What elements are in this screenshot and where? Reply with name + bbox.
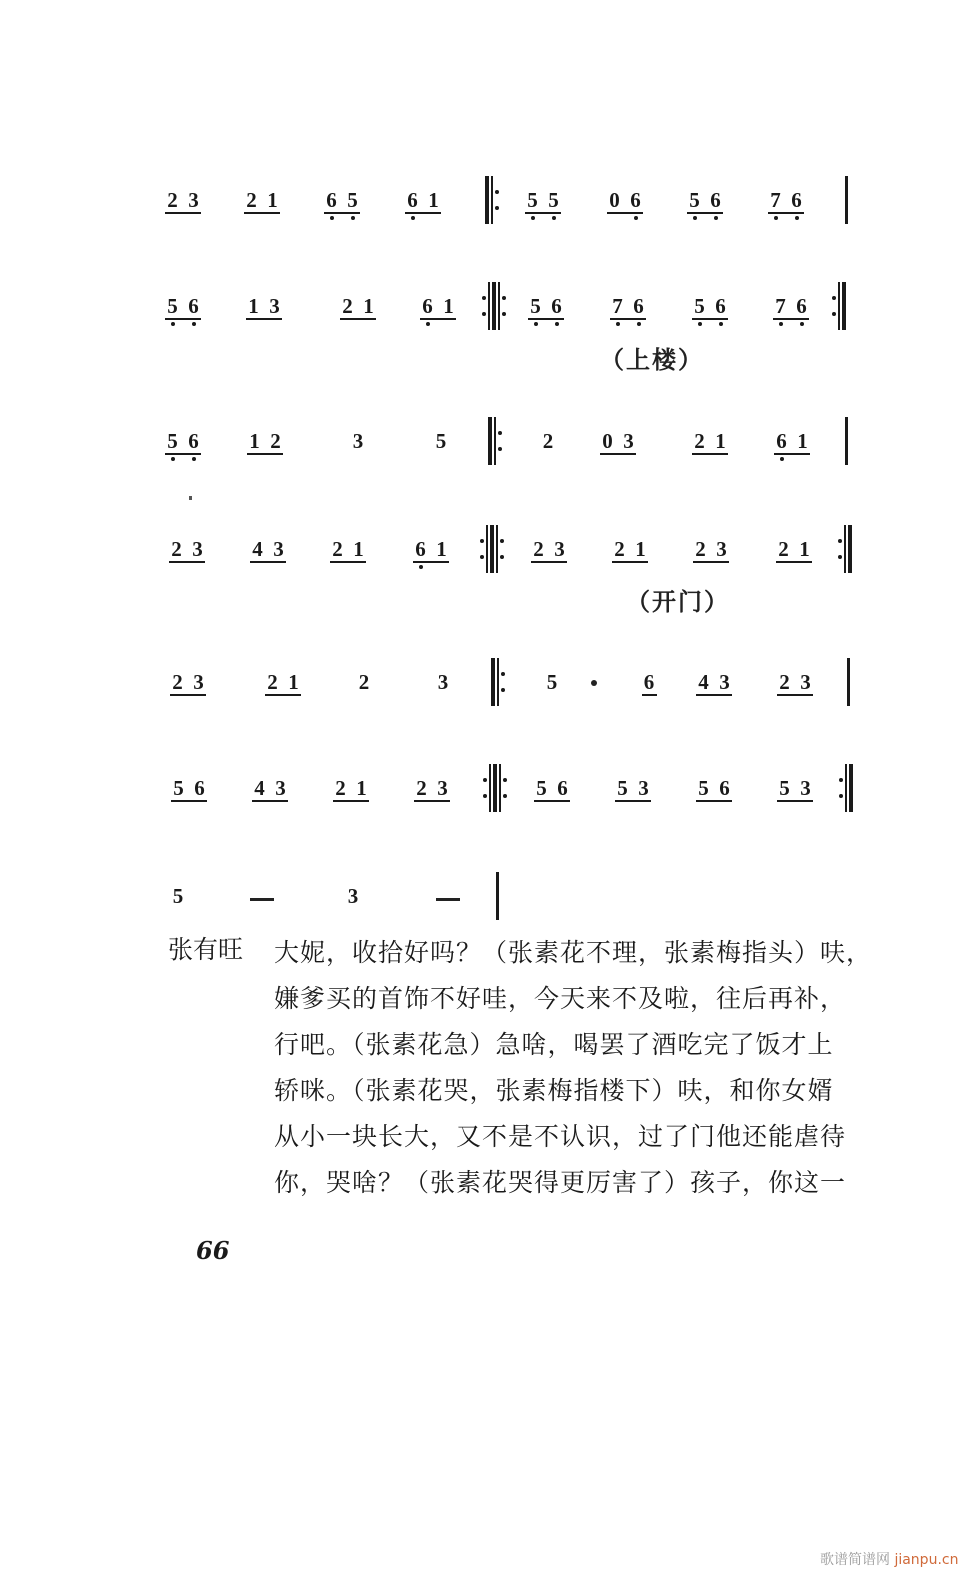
note-digit: 2 xyxy=(335,776,346,800)
note-digit: 1 xyxy=(353,537,364,561)
note-digit: 5 xyxy=(689,188,700,212)
note-digit: 3 xyxy=(193,670,204,694)
note-group xyxy=(541,413,556,473)
score-row xyxy=(0,868,974,928)
score-row xyxy=(0,760,974,820)
note-digit: 6 xyxy=(407,188,418,212)
note-digit: 6 xyxy=(710,188,721,212)
octave-dot xyxy=(800,696,811,704)
note-digit: 4 xyxy=(254,776,265,800)
octave-dot xyxy=(633,320,644,328)
note-group xyxy=(692,413,728,473)
note-digit: 6 xyxy=(188,429,199,453)
note-digit: 3 xyxy=(800,776,811,800)
octave-dot xyxy=(252,563,263,571)
note-digit: 2 xyxy=(778,537,789,561)
note-digit: 5 xyxy=(617,776,628,800)
barline-single xyxy=(845,176,848,224)
octave-dot xyxy=(246,214,257,222)
octave-dot xyxy=(635,563,646,571)
note-digit: 3 xyxy=(192,537,203,561)
note-group xyxy=(642,654,657,714)
note-group xyxy=(693,521,729,581)
note-group xyxy=(252,760,288,820)
octave-dot xyxy=(428,214,439,222)
octave-dot xyxy=(415,563,426,571)
dialogue-line: 大妮，收拾好吗？（张素花不理，张素梅指头）呋， xyxy=(274,938,873,967)
note-digit: 4 xyxy=(252,537,263,561)
note-digit: 5 xyxy=(698,776,709,800)
octave-dot xyxy=(695,563,706,571)
note-group xyxy=(776,521,812,581)
note-group xyxy=(244,172,280,232)
note-digit: 4 xyxy=(698,670,709,694)
octave-dot xyxy=(719,802,730,810)
octave-dot xyxy=(443,320,454,328)
note-digit: 7 xyxy=(612,294,623,318)
note-digit: 3 xyxy=(275,776,286,800)
octave-dot xyxy=(797,455,808,463)
octave-dot xyxy=(363,320,374,328)
octave-dot xyxy=(407,214,418,222)
note-digit: 1 xyxy=(436,537,447,561)
note-group xyxy=(247,413,283,473)
score-row xyxy=(0,413,974,473)
note-digit: 5 xyxy=(347,188,358,212)
octave-dot xyxy=(623,455,634,463)
note-digit: 3 xyxy=(638,776,649,800)
note-digit: 2 xyxy=(246,188,257,212)
note-group xyxy=(545,654,560,714)
watermark-site: jianpu.cn xyxy=(894,1552,959,1568)
note-group xyxy=(420,278,456,338)
note-digit: 6 xyxy=(643,670,655,694)
octave-dot xyxy=(799,563,810,571)
note-group xyxy=(773,278,809,338)
note-digit: 2 xyxy=(416,776,427,800)
note-group xyxy=(777,760,813,820)
octave-dot xyxy=(270,455,281,463)
dialogue-line: 你，哭啥？（张素花哭得更厉害了）孩子，你这一 xyxy=(274,1168,847,1197)
octave-dot xyxy=(614,563,625,571)
note-group xyxy=(525,172,561,232)
note-digit: 2 xyxy=(342,294,353,318)
note-digit: 2 xyxy=(332,537,343,561)
octave-dot xyxy=(173,908,184,916)
note-digit: 3 xyxy=(716,537,727,561)
note-digit: 5 xyxy=(530,294,541,318)
note-group xyxy=(170,654,206,714)
note-digit: 2 xyxy=(267,670,278,694)
dialogue-line: 嫌爹买的首饰不好哇，今天来不及啦，往后再补， xyxy=(274,984,847,1013)
barline-repeat-start xyxy=(488,417,502,465)
octave-dot xyxy=(249,455,260,463)
note-digit: 1 xyxy=(267,188,278,212)
note-digit: 3 xyxy=(623,429,634,453)
octave-dot xyxy=(770,214,781,222)
octave-dot xyxy=(273,563,284,571)
note-digit: 5 xyxy=(173,776,184,800)
octave-dot xyxy=(775,320,786,328)
octave-dot xyxy=(530,320,541,328)
note-group xyxy=(246,278,282,338)
octave-dot xyxy=(602,455,613,463)
octave-dot xyxy=(796,320,807,328)
note-group xyxy=(534,760,570,820)
octave-dot xyxy=(416,802,427,810)
octave-dot xyxy=(267,696,278,704)
octave-dot xyxy=(192,563,203,571)
note-digit: 2 xyxy=(167,188,178,212)
note-group xyxy=(171,760,207,820)
octave-dot xyxy=(171,563,182,571)
octave-dot xyxy=(689,214,700,222)
note-digit: 5 xyxy=(167,294,178,318)
octave-dot xyxy=(644,696,655,704)
note-group xyxy=(169,521,205,581)
dialogue-line: 轿咪。（张素花哭，张素梅指楼下）呋，和你女婿 xyxy=(274,1076,834,1105)
octave-dot xyxy=(557,802,568,810)
barline-repeat-both xyxy=(488,282,502,330)
barline-repeat-end xyxy=(832,282,846,330)
note-digit: 3 xyxy=(273,537,284,561)
note-digit: 2 xyxy=(542,429,554,453)
speaker-name: 张有旺 xyxy=(168,935,244,964)
octave-dot xyxy=(527,214,538,222)
note-group xyxy=(414,760,450,820)
octave-dot xyxy=(698,696,709,704)
octave-dot xyxy=(422,320,433,328)
note-group xyxy=(607,172,643,232)
note-group xyxy=(591,654,597,714)
octave-dot xyxy=(710,214,721,222)
note-group xyxy=(687,172,723,232)
dialogue-line: 从小一块长大，又不是不认识，过了门他还能虐待 xyxy=(274,1122,847,1151)
note-digit: 3 xyxy=(269,294,280,318)
note-digit: 1 xyxy=(443,294,454,318)
octave-dot xyxy=(638,802,649,810)
note-digit: 5 xyxy=(548,188,559,212)
octave-dot xyxy=(269,320,280,328)
octave-dot xyxy=(715,455,726,463)
note-digit: 1 xyxy=(635,537,646,561)
octave-dot xyxy=(436,453,447,461)
note-digit: 5 xyxy=(536,776,547,800)
note-digit: 3 xyxy=(437,776,448,800)
extension-dash xyxy=(250,898,274,901)
octave-dot xyxy=(436,563,447,571)
note-digit: 6 xyxy=(551,294,562,318)
note-group xyxy=(436,868,460,928)
octave-dot xyxy=(335,802,346,810)
score-row xyxy=(0,172,974,232)
octave-dot xyxy=(194,802,205,810)
octave-dot xyxy=(342,320,353,328)
dialogue-line: 行吧。（张素花急）急啥，喝罢了酒吃完了饭才上 xyxy=(274,1030,834,1059)
note-digit: 2 xyxy=(358,670,370,694)
note-digit: 1 xyxy=(797,429,808,453)
octave-dot xyxy=(554,563,565,571)
barline-single xyxy=(845,417,848,465)
note-group xyxy=(250,521,286,581)
note-group xyxy=(531,521,567,581)
octave-dot xyxy=(348,908,359,916)
octave-dot xyxy=(617,802,628,810)
note-group xyxy=(612,521,648,581)
octave-dot xyxy=(193,696,204,704)
note-digit: 6 xyxy=(715,294,726,318)
note-digit: 6 xyxy=(633,294,644,318)
note-digit: 0 xyxy=(602,429,613,453)
note-group xyxy=(600,413,636,473)
octave-dot xyxy=(188,455,199,463)
note-group xyxy=(615,760,651,820)
octave-dot xyxy=(694,455,705,463)
note-digit: 6 xyxy=(188,294,199,318)
octave-dot xyxy=(438,694,449,702)
note-group xyxy=(165,278,201,338)
augmentation-dot xyxy=(591,680,597,686)
note-group xyxy=(413,521,449,581)
note-digit: 3 xyxy=(347,884,359,908)
note-digit: 6 xyxy=(415,537,426,561)
note-digit: 5 xyxy=(435,429,447,453)
note-digit: 3 xyxy=(352,429,364,453)
watermark-cn: 歌谱简谱网 xyxy=(820,1552,890,1568)
score-row xyxy=(0,654,974,714)
octave-dot xyxy=(543,453,554,461)
note-digit: 3 xyxy=(554,537,565,561)
note-digit: 2 xyxy=(614,537,625,561)
octave-dot xyxy=(715,320,726,328)
octave-dot xyxy=(778,563,789,571)
note-digit: 6 xyxy=(719,776,730,800)
note-group xyxy=(340,278,376,338)
note-group xyxy=(434,413,449,473)
barline-repeat-start xyxy=(491,658,505,706)
octave-dot xyxy=(332,563,343,571)
note-digit: 6 xyxy=(422,294,433,318)
note-group xyxy=(250,868,274,928)
stage-direction: （上楼） xyxy=(600,346,704,374)
note-digit: 7 xyxy=(770,188,781,212)
octave-dot xyxy=(267,214,278,222)
note-digit: 6 xyxy=(776,429,787,453)
octave-dot xyxy=(167,455,178,463)
note-digit: 6 xyxy=(630,188,641,212)
note-digit: 2 xyxy=(779,670,790,694)
score-row xyxy=(0,521,974,581)
octave-dot xyxy=(776,455,787,463)
note-digit: 5 xyxy=(172,884,184,908)
note-digit: 1 xyxy=(288,670,299,694)
octave-dot xyxy=(800,802,811,810)
octave-dot xyxy=(288,696,299,704)
note-digit: 1 xyxy=(799,537,810,561)
note-digit: 6 xyxy=(326,188,337,212)
octave-dot xyxy=(248,320,259,328)
octave-dot xyxy=(188,214,199,222)
note-digit: 2 xyxy=(694,429,705,453)
note-digit: 1 xyxy=(356,776,367,800)
barline-repeat-end xyxy=(838,525,852,573)
note-group xyxy=(165,172,201,232)
note-group xyxy=(610,278,646,338)
octave-dot xyxy=(779,696,790,704)
note-group xyxy=(330,521,366,581)
octave-dot xyxy=(188,320,199,328)
octave-dot xyxy=(536,802,547,810)
note-group xyxy=(768,172,804,232)
note-group xyxy=(351,413,366,473)
barline-repeat-both xyxy=(489,764,503,812)
barline-single xyxy=(496,872,499,920)
octave-dot xyxy=(173,802,184,810)
note-digit: 5 xyxy=(694,294,705,318)
note-digit: 1 xyxy=(428,188,439,212)
octave-dot xyxy=(533,563,544,571)
octave-dot xyxy=(353,453,364,461)
note-group xyxy=(265,654,301,714)
octave-dot xyxy=(167,320,178,328)
octave-dot xyxy=(167,214,178,222)
note-digit: 6 xyxy=(194,776,205,800)
octave-dot xyxy=(719,696,730,704)
octave-dot xyxy=(779,802,790,810)
octave-dot xyxy=(172,696,183,704)
note-digit: 1 xyxy=(248,294,259,318)
octave-dot xyxy=(547,694,558,702)
octave-dot xyxy=(716,563,727,571)
note-group xyxy=(171,868,186,928)
note-digit: 3 xyxy=(188,188,199,212)
note-digit: 2 xyxy=(172,670,183,694)
note-group xyxy=(333,760,369,820)
scan-speck xyxy=(189,496,192,500)
octave-dot xyxy=(609,214,620,222)
note-digit: 5 xyxy=(546,670,558,694)
note-group xyxy=(774,413,810,473)
note-group xyxy=(696,654,732,714)
octave-dot xyxy=(548,214,559,222)
score-row xyxy=(0,278,974,338)
note-digit: 5 xyxy=(527,188,538,212)
note-digit: 1 xyxy=(363,294,374,318)
note-digit: 3 xyxy=(437,670,449,694)
barline-repeat-start xyxy=(485,176,499,224)
note-group xyxy=(777,654,813,714)
note-digit: 3 xyxy=(800,670,811,694)
octave-dot xyxy=(275,802,286,810)
note-digit: 7 xyxy=(775,294,786,318)
note-digit: 6 xyxy=(791,188,802,212)
note-digit: 5 xyxy=(779,776,790,800)
note-group xyxy=(405,172,441,232)
octave-dot xyxy=(694,320,705,328)
octave-dot xyxy=(612,320,623,328)
stage-direction: （开门） xyxy=(626,588,730,616)
note-group xyxy=(324,172,360,232)
octave-dot xyxy=(347,214,358,222)
note-group xyxy=(357,654,372,714)
note-digit: 6 xyxy=(557,776,568,800)
note-group xyxy=(165,413,201,473)
note-group xyxy=(346,868,361,928)
note-digit: 1 xyxy=(715,429,726,453)
octave-dot xyxy=(791,214,802,222)
octave-dot xyxy=(630,214,641,222)
dialogue-lines xyxy=(274,930,874,1206)
note-digit: 2 xyxy=(695,537,706,561)
note-group xyxy=(528,278,564,338)
octave-dot xyxy=(254,802,265,810)
note-digit: 0 xyxy=(609,188,620,212)
watermark xyxy=(820,1549,958,1569)
barline-repeat-both xyxy=(486,525,500,573)
page-number: 66 xyxy=(196,1236,230,1265)
note-group xyxy=(696,760,732,820)
octave-dot xyxy=(437,802,448,810)
octave-dot xyxy=(353,563,364,571)
barline-single xyxy=(847,658,850,706)
octave-dot xyxy=(359,694,370,702)
octave-dot xyxy=(326,214,337,222)
barline-repeat-end xyxy=(839,764,853,812)
note-digit: 2 xyxy=(533,537,544,561)
note-group xyxy=(436,654,451,714)
note-digit: 2 xyxy=(270,429,281,453)
octave-dot xyxy=(698,802,709,810)
extension-dash xyxy=(436,898,460,901)
note-digit: 2 xyxy=(171,537,182,561)
note-group xyxy=(692,278,728,338)
octave-dot xyxy=(356,802,367,810)
note-digit: 6 xyxy=(796,294,807,318)
note-digit: 3 xyxy=(719,670,730,694)
note-digit: 5 xyxy=(167,429,178,453)
note-digit: 1 xyxy=(249,429,260,453)
octave-dot xyxy=(551,320,562,328)
